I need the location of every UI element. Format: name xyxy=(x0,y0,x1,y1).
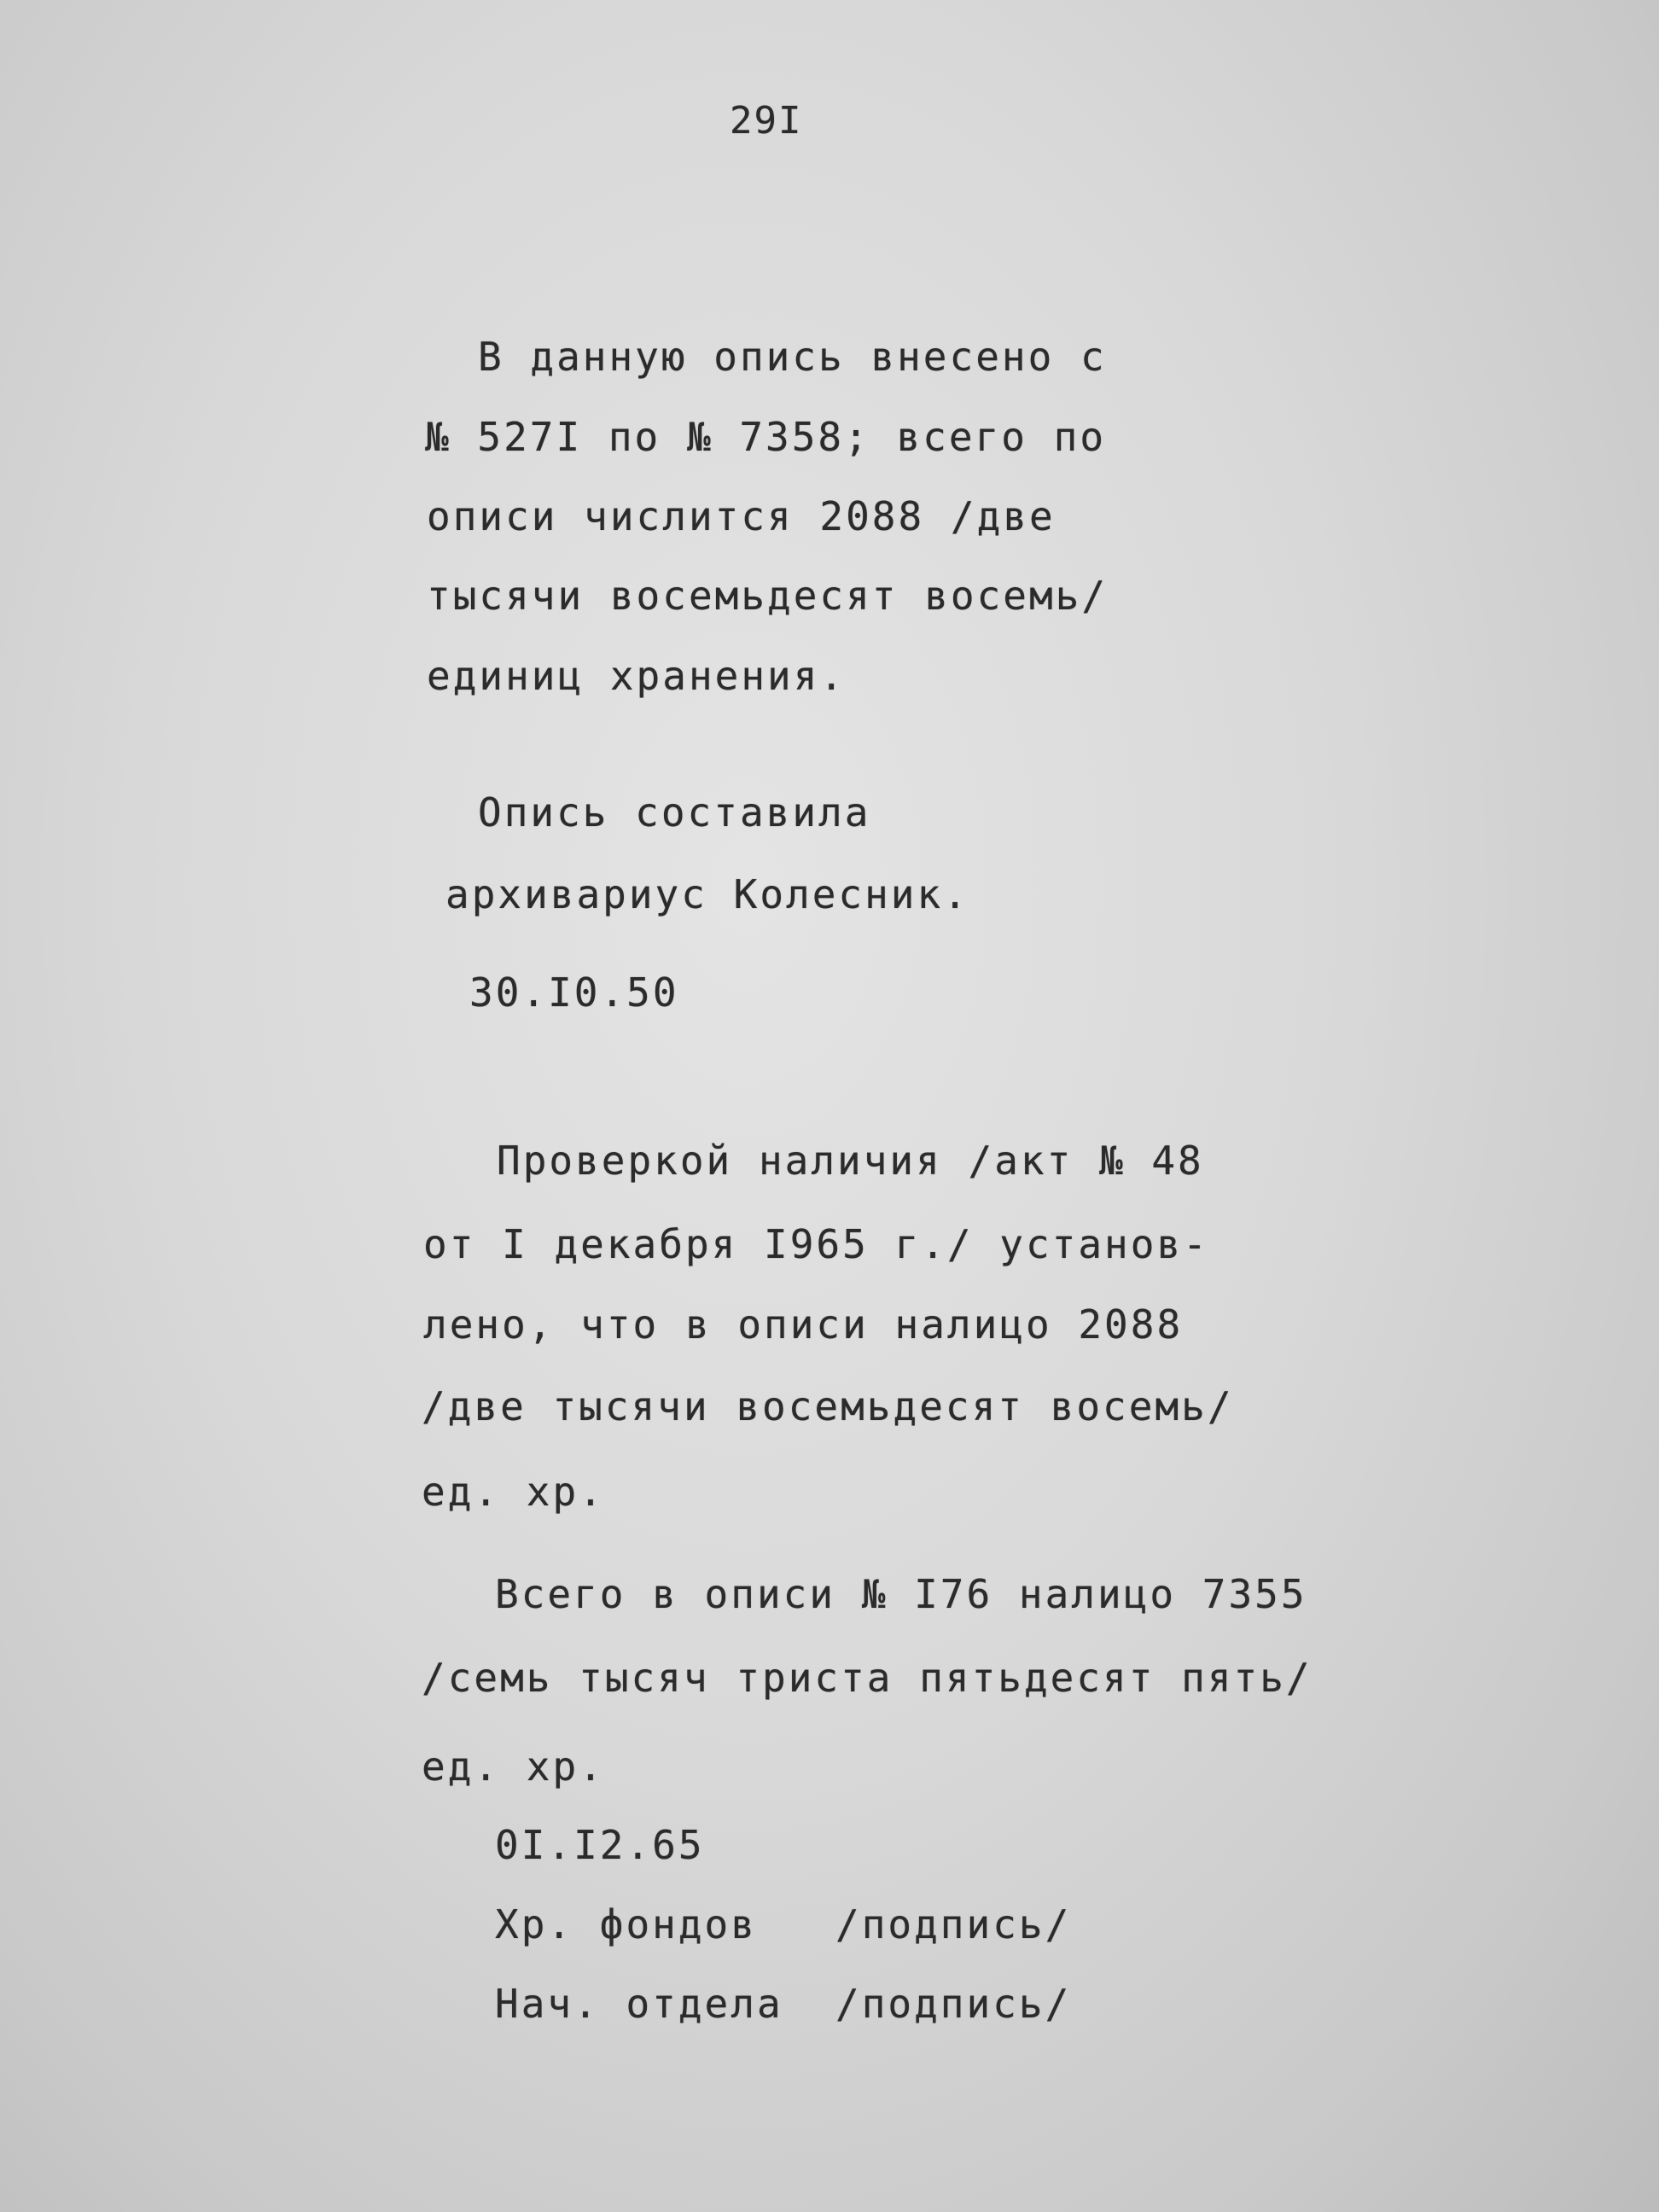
paragraph3-line-3: ед. хр. xyxy=(422,1743,605,1790)
paragraph1-line-5: единиц хранения. xyxy=(427,653,847,699)
compiler-line-2: архивариус Колесник. xyxy=(445,871,969,917)
paragraph1-line-2: № 527I по № 7358; всего по xyxy=(425,414,1107,460)
paragraph2-line-3: лено, что в описи налицо 2088 xyxy=(423,1301,1184,1348)
paragraph2-line-1: Проверкой наличия /акт № 48 xyxy=(497,1138,1204,1184)
signature-line-1: Хр. фондов /подпись/ xyxy=(495,1901,1072,1947)
compiler-date: 30.I0.50 xyxy=(469,969,679,1016)
paragraph1-line-3: описи числится 2088 /две xyxy=(427,493,1056,539)
paragraph3-line-1: Всего в описи № I76 налицо 7355 xyxy=(495,1571,1307,1617)
paragraph1-line-4: тысячи восемьдесят восемь/ xyxy=(427,573,1109,619)
paragraph2-line-5: ед. хр. xyxy=(422,1469,605,1515)
signature-date: 0I.I2.65 xyxy=(495,1822,705,1868)
paragraph2-line-4: /две тысячи восемьдесят восемь/ xyxy=(422,1383,1234,1429)
paragraph1-line-1: В данную опись внесено с xyxy=(478,334,1107,380)
page-number: 29I xyxy=(730,99,803,143)
paragraph3-line-2: /семь тысяч триста пятьдесят пять/ xyxy=(422,1655,1313,1701)
signature-line-2: Нач. отдела /подпись/ xyxy=(495,1981,1072,2027)
compiler-line-1: Опись составила xyxy=(478,789,871,835)
paragraph2-line-2: от I декабря I965 г./ установ- xyxy=(423,1221,1209,1267)
